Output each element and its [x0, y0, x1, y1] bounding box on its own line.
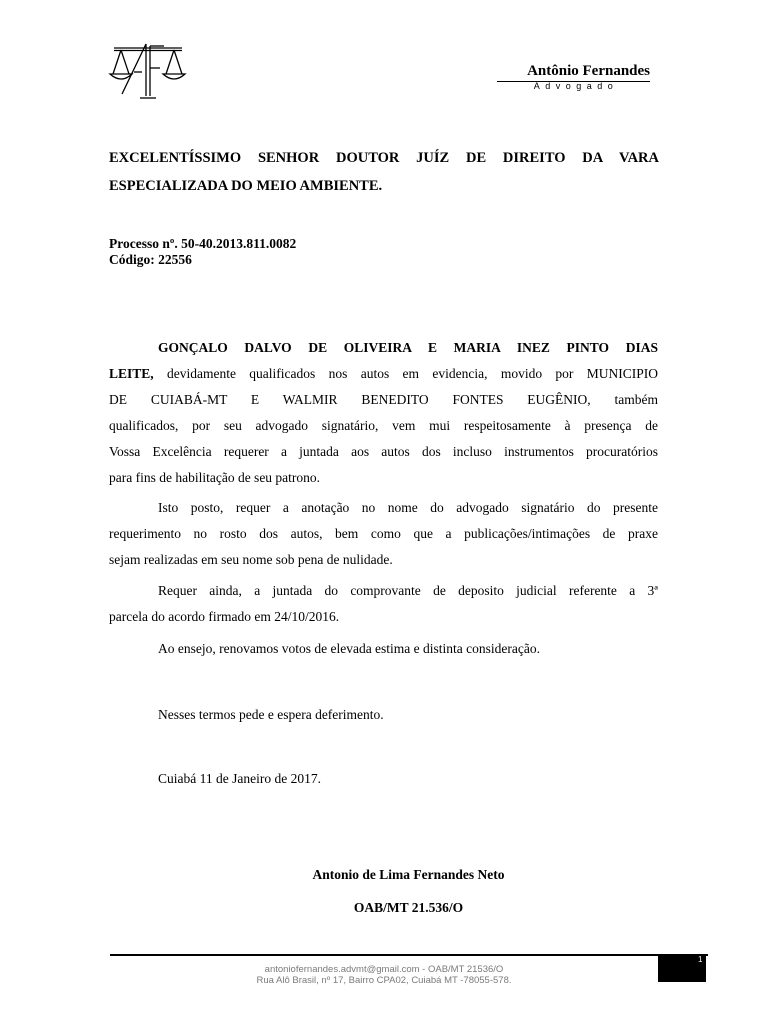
document-addressee — [109, 144, 659, 200]
lawyer-name: Antônio Fernandes — [527, 63, 650, 79]
lawyer-role: Advogado — [533, 81, 619, 91]
case-info — [109, 236, 296, 268]
page-number: 1 — [698, 955, 703, 964]
paragraph-line: Isto posto, requer a anotação no nome do advogado signatário do presente — [158, 500, 658, 515]
footer-divider — [110, 954, 708, 956]
date-line — [109, 766, 658, 792]
paragraph-line: DE CUIABÁ-MT E WALMIR BENEDITO FONTES EUGÊNIO, também — [109, 392, 658, 407]
paragraph-request-grant — [109, 702, 658, 728]
paragraph-line: Requer ainda, a juntada do comprovante de deposito judicial referente a 3ª — [158, 583, 658, 598]
paragraph-line: Ao ensejo, renovamos votos de elevada estima e distinta consideração. — [158, 641, 541, 656]
addressee-line-1: EXCELENTÍSSIMO SENHOR DOUTOR JUÍZ DE DIREITO DA VARA — [109, 150, 659, 166]
paragraph-line: sejam realizadas em seu nome sob pena de nulidade. — [109, 552, 393, 567]
paragraph-annotation-request — [109, 495, 658, 573]
paragraph-line: Vossa Excelência requerer a juntada aos autos dos incluso instrumentos procuratórios — [109, 444, 658, 459]
paragraph-line: qualificados, por seu advogado signatário, vem mui respeitosamente à presença de — [109, 418, 658, 433]
paragraph-line — [109, 361, 658, 387]
footer-address: Rua Alô Brasil, nº 17, Bairro CPA02, Cuiabá MT -78055-578. — [256, 975, 512, 986]
paragraph-line: parcela do acordo firmado em 24/10/2016. — [109, 609, 340, 624]
bold-name-end: LEITE, — [109, 366, 154, 381]
paragraph-petition — [109, 335, 658, 491]
footer-contact: antoniofernandes.advmt@gmail.com - OAB/MT 21536/O — [264, 964, 504, 975]
paragraph-line: para fins de habilitação de seu patrono. — [109, 470, 321, 485]
addressee-line-2: ESPECIALIZADA DO MEIO AMBIENTE. — [109, 178, 383, 194]
paragraph-deposit-request — [109, 578, 658, 630]
scales-of-justice-icon — [106, 38, 188, 102]
paragraph-line: Nesses termos pede e espera deferimento. — [158, 707, 384, 722]
case-code: Código: 22556 — [109, 252, 192, 267]
signatory-oab: OAB/MT 21.536/O — [353, 900, 464, 915]
paragraph-line-text: devidamente qualificados nos autos em evidencia, movido por MUNICIPIO — [167, 366, 658, 381]
law-firm-logo — [106, 38, 188, 102]
paragraph-line: requerimento no rosto dos autos, bem como que a publicações/intimações de praxe — [109, 526, 658, 541]
process-number: Processo nº. 50-40.2013.811.0082 — [109, 236, 297, 251]
signatory-name: Antonio de Lima Fernandes Neto — [312, 867, 505, 882]
paragraph-line: Cuiabá 11 de Janeiro de 2017. — [158, 771, 321, 786]
paragraph-line: GONÇALO DALVO DE OLIVEIRA E MARIA INEZ PINTO DIAS — [158, 340, 658, 355]
paragraph-closing — [109, 636, 658, 662]
